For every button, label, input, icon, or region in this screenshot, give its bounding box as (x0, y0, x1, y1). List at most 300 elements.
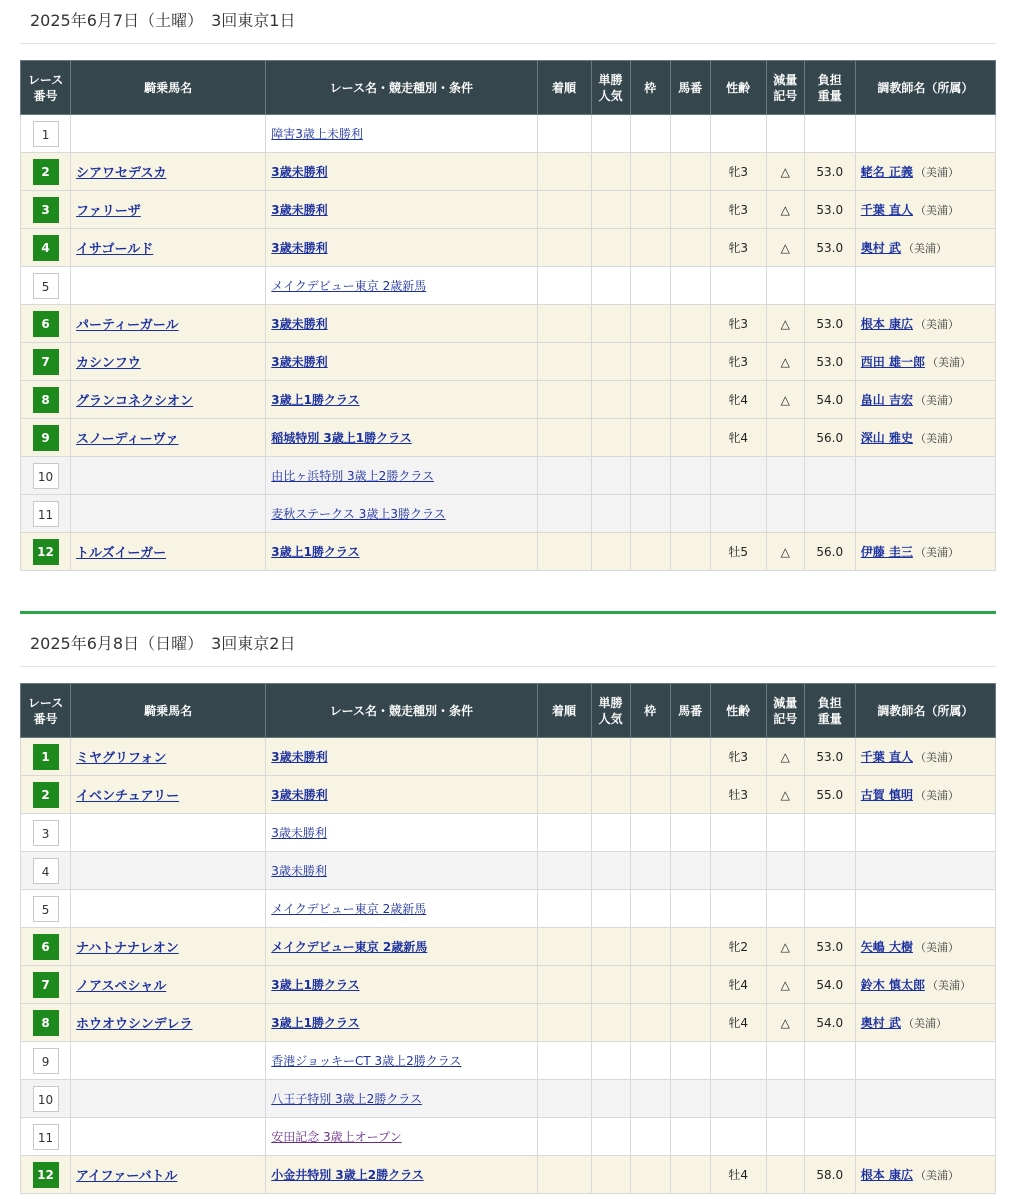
race-number-badge: 8 (33, 387, 59, 413)
race-name-link[interactable]: 香港ジョッキーCT 3歳上2勝クラス (271, 1054, 462, 1068)
finish-cell (537, 738, 591, 776)
trainer-name-link[interactable]: 西田 雄一郎 (860, 355, 925, 369)
popularity-cell (591, 419, 630, 457)
carried-weight-cell (804, 457, 855, 495)
column-header: 騎乗馬名 (71, 684, 266, 738)
race-number-cell (21, 343, 71, 381)
finish-cell (537, 814, 591, 852)
trainer-name-link[interactable]: 千葉 直人 (860, 203, 913, 217)
race-number-cell (21, 1118, 71, 1156)
race-number-cell (21, 1156, 71, 1194)
finish-cell (537, 966, 591, 1004)
popularity-cell (591, 381, 630, 419)
table-row (21, 1156, 996, 1194)
frame-cell (630, 1118, 670, 1156)
carried-weight-cell: 54.0 (804, 1004, 855, 1042)
carried-weight-cell: 58.0 (804, 1156, 855, 1194)
table-row (21, 814, 996, 852)
race-cell (266, 1004, 537, 1042)
trainer-cell (855, 852, 995, 890)
horse-cell (71, 115, 266, 153)
race-number-badge: 10 (33, 463, 59, 489)
horse-number-cell (670, 229, 710, 267)
weight-reduction-mark: △ (766, 343, 804, 381)
horse-cell (71, 419, 266, 457)
trainer-cell (855, 1156, 995, 1194)
trainer-affiliation: （美浦） (914, 1169, 959, 1182)
finish-cell (537, 419, 591, 457)
trainer-name-link[interactable]: 千葉 直人 (860, 750, 913, 764)
popularity-cell (591, 267, 630, 305)
title-divider (20, 43, 996, 44)
column-header: 負担 重量 (804, 61, 855, 115)
horse-number-cell (670, 115, 710, 153)
trainer-cell (855, 1042, 995, 1080)
race-name-link[interactable]: 稲城特別 3歳上1勝クラス (271, 431, 412, 445)
horse-name-link[interactable]: イサゴールド (76, 242, 154, 257)
column-header: 枠 (630, 684, 670, 738)
race-number-badge: 12 (33, 1162, 59, 1188)
trainer-cell (855, 814, 995, 852)
horse-name-link[interactable]: グランコネクシオン (76, 394, 194, 409)
horse-cell (71, 153, 266, 191)
race-name-link[interactable]: 3歳上1勝クラス (271, 1016, 360, 1030)
sex-age-cell (710, 457, 766, 495)
popularity-cell (591, 852, 630, 890)
race-number-cell (21, 890, 71, 928)
horse-name-link[interactable]: ミヤグリフォン (76, 751, 167, 766)
race-number-badge: 2 (33, 782, 59, 808)
trainer-affiliation: （美浦） (914, 941, 959, 954)
horse-cell (71, 890, 266, 928)
horse-number-cell (670, 533, 710, 571)
race-name-link[interactable]: 麦秋ステークス 3歳上3勝クラス (271, 507, 446, 521)
sex-age-cell: 牝3 (710, 738, 766, 776)
sex-age-cell (710, 115, 766, 153)
race-name-link[interactable]: 八王子特別 3歳上2勝クラス (271, 1092, 422, 1106)
column-header: 馬番 (670, 684, 710, 738)
horse-cell (71, 776, 266, 814)
race-cell (266, 381, 537, 419)
race-number-badge: 9 (33, 425, 59, 451)
table-row (21, 928, 996, 966)
popularity-cell (591, 1080, 630, 1118)
race-number-badge: 1 (33, 121, 59, 147)
horse-name-link[interactable]: ファリーザ (76, 204, 141, 219)
carried-weight-cell (804, 1042, 855, 1080)
sex-age-cell: 牝3 (710, 229, 766, 267)
popularity-cell (591, 305, 630, 343)
carried-weight-cell (804, 1080, 855, 1118)
trainer-cell (855, 419, 995, 457)
weight-reduction-mark: △ (766, 153, 804, 191)
trainer-affiliation: （美浦） (914, 546, 959, 559)
finish-cell (537, 115, 591, 153)
trainer-name-link[interactable]: 根本 康広 (860, 317, 913, 331)
horse-cell (71, 852, 266, 890)
race-name-link[interactable]: 障害3歳上未勝利 (271, 127, 363, 141)
weight-reduction-mark (766, 419, 804, 457)
horse-cell (71, 928, 266, 966)
horse-name-link[interactable]: アイファーバトル (76, 1169, 178, 1184)
finish-cell (537, 852, 591, 890)
trainer-cell (855, 928, 995, 966)
race-number-badge: 12 (33, 539, 59, 565)
race-number-cell (21, 1042, 71, 1080)
trainer-cell (855, 1080, 995, 1118)
race-cell (266, 457, 537, 495)
race-table (20, 60, 996, 571)
trainer-affiliation: （美浦） (926, 979, 971, 992)
race-number-cell (21, 457, 71, 495)
table-row (21, 381, 996, 419)
trainer-cell (855, 115, 995, 153)
sex-age-cell (710, 814, 766, 852)
sex-age-cell: 牡3 (710, 776, 766, 814)
trainer-name-link[interactable]: 蛯名 正義 (860, 165, 913, 179)
frame-cell (630, 115, 670, 153)
race-name-link[interactable]: 3歳未勝利 (271, 165, 328, 179)
race-number-cell (21, 1080, 71, 1118)
frame-cell (630, 305, 670, 343)
table-row (21, 1118, 996, 1156)
popularity-cell (591, 229, 630, 267)
race-number-badge: 8 (33, 1010, 59, 1036)
horse-name-link[interactable]: スノーディーヴァ (76, 432, 179, 447)
race-name-link[interactable]: 3歳未勝利 (271, 750, 328, 764)
horse-number-cell (670, 305, 710, 343)
weight-reduction-mark: △ (766, 191, 804, 229)
race-cell (266, 495, 537, 533)
race-cell (266, 343, 537, 381)
race-cell (266, 305, 537, 343)
table-row (21, 305, 996, 343)
race-name-link[interactable]: 3歳上1勝クラス (271, 978, 360, 992)
horse-name-link[interactable]: シアワセデスカ (76, 166, 167, 181)
popularity-cell (591, 533, 630, 571)
horse-number-cell (670, 738, 710, 776)
table-row (21, 776, 996, 814)
carried-weight-cell (804, 1118, 855, 1156)
race-name-link[interactable]: 安田記念 3歳上オープン (271, 1130, 402, 1144)
race-number-cell (21, 305, 71, 343)
race-number-badge: 7 (33, 349, 59, 375)
trainer-name-link[interactable]: 奥村 武 (860, 1016, 901, 1030)
frame-cell (630, 1042, 670, 1080)
column-header: 枠 (630, 61, 670, 115)
horse-number-cell (670, 1080, 710, 1118)
weight-reduction-mark: △ (766, 776, 804, 814)
race-cell (266, 191, 537, 229)
frame-cell (630, 381, 670, 419)
finish-cell (537, 305, 591, 343)
weight-reduction-mark: △ (766, 966, 804, 1004)
race-number-cell (21, 738, 71, 776)
weight-reduction-mark (766, 890, 804, 928)
trainer-affiliation: （美浦） (914, 751, 959, 764)
finish-cell (537, 890, 591, 928)
race-name-link[interactable]: 3歳未勝利 (271, 317, 328, 331)
race-number-cell (21, 928, 71, 966)
race-number-badge: 11 (33, 501, 59, 527)
table-row (21, 533, 996, 571)
table-row (21, 1004, 996, 1042)
frame-cell (630, 191, 670, 229)
column-header: 着順 (537, 684, 591, 738)
race-cell (266, 1080, 537, 1118)
horse-name-link[interactable]: カシンフウ (76, 356, 141, 371)
finish-cell (537, 457, 591, 495)
race-name-link[interactable]: 3歳未勝利 (271, 203, 328, 217)
horse-number-cell (670, 457, 710, 495)
race-name-link[interactable]: 3歳未勝利 (271, 788, 328, 802)
weight-reduction-mark (766, 1042, 804, 1080)
race-number-cell (21, 495, 71, 533)
race-number-cell (21, 814, 71, 852)
race-name-link[interactable]: 小金井特別 3歳上2勝クラス (271, 1168, 424, 1182)
popularity-cell (591, 814, 630, 852)
trainer-name-link[interactable]: 古賀 慎明 (860, 788, 913, 802)
horse-cell (71, 1118, 266, 1156)
horse-cell (71, 457, 266, 495)
horse-name-link[interactable]: トルズイーガー (76, 546, 167, 561)
race-name-link[interactable]: メイクデビュー東京 2歳新馬 (271, 279, 427, 293)
horse-number-cell (670, 267, 710, 305)
finish-cell (537, 1004, 591, 1042)
carried-weight-cell: 54.0 (804, 966, 855, 1004)
finish-cell (537, 343, 591, 381)
carried-weight-cell: 56.0 (804, 533, 855, 571)
popularity-cell (591, 343, 630, 381)
horse-number-cell (670, 776, 710, 814)
trainer-cell (855, 966, 995, 1004)
trainer-name-link[interactable]: 深山 雅史 (860, 431, 913, 445)
horse-cell (71, 533, 266, 571)
horse-name-link[interactable]: パーティーガール (76, 318, 179, 333)
column-header: 性齢 (710, 684, 766, 738)
frame-cell (630, 738, 670, 776)
weight-reduction-mark (766, 495, 804, 533)
popularity-cell (591, 153, 630, 191)
frame-cell (630, 495, 670, 533)
trainer-name-link[interactable]: 根本 康広 (860, 1168, 913, 1182)
day-title: 2025年6月8日（日曜） 3回東京2日 (30, 634, 296, 653)
frame-cell (630, 533, 670, 571)
horse-name-link[interactable]: ナハトナナレオン (76, 941, 179, 956)
frame-cell (630, 229, 670, 267)
horse-name-link[interactable]: ノアスペシャル (76, 979, 167, 994)
horse-number-cell (670, 153, 710, 191)
trainer-cell (855, 495, 995, 533)
table-row (21, 1080, 996, 1118)
horse-cell (71, 191, 266, 229)
column-header: レース名・競走種別・条件 (266, 61, 537, 115)
trainer-name-link[interactable]: 鈴木 慎太郎 (860, 978, 925, 992)
table-row (21, 890, 996, 928)
horse-cell (71, 1042, 266, 1080)
table-row (21, 153, 996, 191)
race-name-link[interactable]: 3歳未勝利 (271, 826, 327, 840)
weight-reduction-mark (766, 115, 804, 153)
popularity-cell (591, 1004, 630, 1042)
race-cell (266, 419, 537, 457)
weight-reduction-mark (766, 814, 804, 852)
race-name-link[interactable]: 3歳未勝利 (271, 355, 328, 369)
table-row (21, 267, 996, 305)
frame-cell (630, 1004, 670, 1042)
weight-reduction-mark (766, 1080, 804, 1118)
column-header: 調教師名（所属） (855, 684, 995, 738)
race-name-link[interactable]: メイクデビュー東京 2歳新馬 (271, 902, 427, 916)
weight-reduction-mark: △ (766, 738, 804, 776)
sex-age-cell (710, 267, 766, 305)
trainer-affiliation: （美浦） (926, 356, 971, 369)
frame-cell (630, 1080, 670, 1118)
sex-age-cell: 牝3 (710, 191, 766, 229)
carried-weight-cell: 56.0 (804, 419, 855, 457)
column-header: 調教師名（所属） (855, 61, 995, 115)
frame-cell (630, 852, 670, 890)
trainer-cell (855, 381, 995, 419)
carried-weight-cell: 53.0 (804, 343, 855, 381)
trainer-cell (855, 343, 995, 381)
weight-reduction-mark: △ (766, 928, 804, 966)
popularity-cell (591, 191, 630, 229)
carried-weight-cell: 53.0 (804, 305, 855, 343)
horse-cell (71, 343, 266, 381)
race-number-cell (21, 381, 71, 419)
race-number-badge: 1 (33, 744, 59, 770)
table-header-row (21, 684, 996, 738)
horse-number-cell (670, 966, 710, 1004)
trainer-name-link[interactable]: 伊藤 圭三 (860, 545, 913, 559)
race-cell (266, 738, 537, 776)
frame-cell (630, 267, 670, 305)
weight-reduction-mark: △ (766, 533, 804, 571)
horse-cell (71, 966, 266, 1004)
finish-cell (537, 533, 591, 571)
race-cell (266, 928, 537, 966)
trainer-name-link[interactable]: 矢嶋 大樹 (860, 940, 913, 954)
frame-cell (630, 928, 670, 966)
column-header: 着順 (537, 61, 591, 115)
race-number-cell (21, 776, 71, 814)
race-name-link[interactable]: 由比ヶ浜特別 3歳上2勝クラス (271, 469, 434, 483)
frame-cell (630, 419, 670, 457)
frame-cell (630, 1156, 670, 1194)
race-cell (266, 1156, 537, 1194)
horse-cell (71, 1156, 266, 1194)
trainer-affiliation: （美浦） (914, 432, 959, 445)
horse-cell (71, 738, 266, 776)
race-name-link[interactable]: 3歳未勝利 (271, 241, 328, 255)
race-number-cell (21, 115, 71, 153)
race-name-link[interactable]: メイクデビュー東京 2歳新馬 (271, 940, 428, 954)
trainer-cell (855, 1118, 995, 1156)
finish-cell (537, 1156, 591, 1194)
race-name-link[interactable]: 3歳未勝利 (271, 864, 327, 878)
race-number-badge: 3 (33, 820, 59, 846)
finish-cell (537, 1080, 591, 1118)
horse-name-link[interactable]: ホウオウシンデレラ (76, 1017, 193, 1032)
popularity-cell (591, 457, 630, 495)
table-row (21, 1042, 996, 1080)
horse-cell (71, 814, 266, 852)
trainer-cell (855, 533, 995, 571)
sex-age-cell (710, 495, 766, 533)
sex-age-cell (710, 852, 766, 890)
horse-name-link[interactable]: イベンチュアリー (76, 789, 180, 804)
carried-weight-cell: 53.0 (804, 229, 855, 267)
frame-cell (630, 890, 670, 928)
race-name-link[interactable]: 3歳上1勝クラス (271, 545, 360, 559)
race-table (20, 683, 996, 1194)
trainer-affiliation: （美浦） (902, 242, 947, 255)
horse-number-cell (670, 852, 710, 890)
race-number-badge: 3 (33, 197, 59, 223)
sex-age-cell: 牝3 (710, 305, 766, 343)
race-cell (266, 966, 537, 1004)
race-number-cell (21, 852, 71, 890)
race-number-badge: 5 (33, 273, 59, 299)
race-number-badge: 9 (33, 1048, 59, 1074)
horse-cell (71, 495, 266, 533)
frame-cell (630, 966, 670, 1004)
popularity-cell (591, 1156, 630, 1194)
trainer-cell (855, 738, 995, 776)
column-header: 性齢 (710, 61, 766, 115)
horse-number-cell (670, 1156, 710, 1194)
race-cell (266, 533, 537, 571)
horse-cell (71, 1080, 266, 1118)
finish-cell (537, 1042, 591, 1080)
finish-cell (537, 267, 591, 305)
race-number-cell (21, 533, 71, 571)
race-number-badge: 2 (33, 159, 59, 185)
race-cell (266, 153, 537, 191)
weight-reduction-mark: △ (766, 381, 804, 419)
carried-weight-cell: 53.0 (804, 191, 855, 229)
race-name-link[interactable]: 3歳上1勝クラス (271, 393, 360, 407)
table-row (21, 457, 996, 495)
popularity-cell (591, 776, 630, 814)
sex-age-cell: 牝2 (710, 928, 766, 966)
sex-age-cell: 牝4 (710, 966, 766, 1004)
carried-weight-cell: 53.0 (804, 153, 855, 191)
race-number-badge: 7 (33, 972, 59, 998)
horse-number-cell (670, 343, 710, 381)
popularity-cell (591, 495, 630, 533)
column-header: 単勝 人気 (591, 61, 630, 115)
table-row (21, 852, 996, 890)
trainer-cell (855, 229, 995, 267)
sex-age-cell (710, 890, 766, 928)
race-cell (266, 115, 537, 153)
race-cell (266, 890, 537, 928)
frame-cell (630, 776, 670, 814)
trainer-name-link[interactable]: 畠山 吉宏 (860, 393, 913, 407)
frame-cell (630, 153, 670, 191)
horse-number-cell (670, 419, 710, 457)
table-header-row (21, 61, 996, 115)
race-number-cell (21, 1004, 71, 1042)
horse-number-cell (670, 1118, 710, 1156)
finish-cell (537, 1118, 591, 1156)
horse-number-cell (670, 1042, 710, 1080)
trainer-cell (855, 1004, 995, 1042)
horse-cell (71, 1004, 266, 1042)
trainer-name-link[interactable]: 奥村 武 (860, 241, 901, 255)
